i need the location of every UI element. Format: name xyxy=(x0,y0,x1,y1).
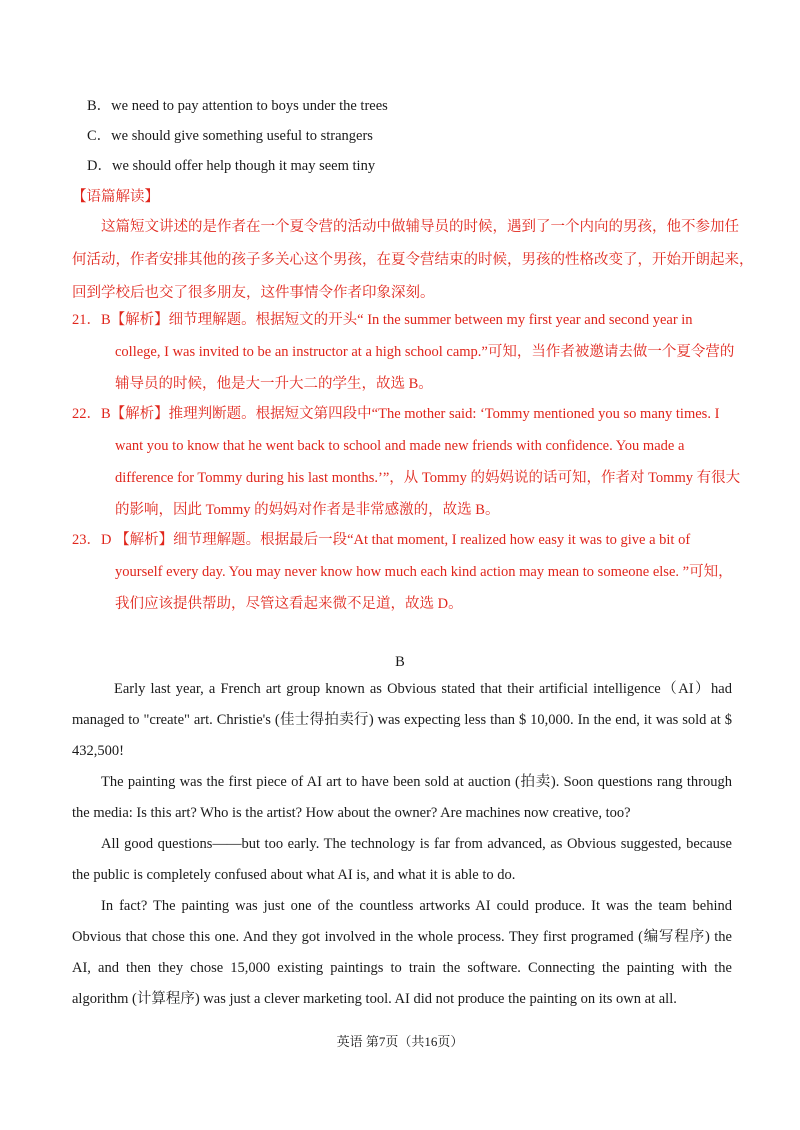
summary-line: 何活动，作者安排其他的孩子多关心这个男孩，在夏令营结束的时候，男孩的性格改变了，开始开朗起来， xyxy=(72,252,754,268)
passage-paragraph: The painting was the first piece of AI art to have been sold at auction (拍卖). Soon questions rang through the media: Is this art? Who is the artist? How about the owner? Are machines now creative, too? xyxy=(72,774,732,821)
answer-21-line: 辅导员的时候，他是大一升大二的学生，故选 B。 xyxy=(115,376,433,392)
passage-paragraph: All good questions——but too early. The technology is far from advanced, as Obvious suggested, because the public is completely confused about what AI is, and what it is able to do. xyxy=(72,836,732,883)
analysis-heading: 【语篇解读】 xyxy=(72,189,159,205)
answer-21-line: 21．B【解析】细节理解题。根据短文的开头“ In the summer between my first year and second year in xyxy=(72,312,693,328)
answer-23-line: 23．D 【解析】细节理解题。根据最后一段“At that moment, I realized how easy it was to give a bit of xyxy=(72,532,691,548)
option-b: B．we need to pay attention to boys under the trees xyxy=(87,98,388,114)
page-footer: 英语 第7页（共16页） xyxy=(336,1034,464,1049)
answer-22-line: 的影响，因此 Tommy 的妈妈对作者是非常感激的，故选 B。 xyxy=(115,502,500,518)
summary-line: 这篇短文讲述的是作者在一个夏令营的活动中做辅导员的时候，遇到了一个内向的男孩，他不参加任 xyxy=(101,219,739,235)
answer-23-line: yourself every day. You may never know how much each kind action may mean to someone else. ”可知， xyxy=(115,564,733,580)
answer-22-line: difference for Tommy during his last months.’”，从 Tommy 的妈妈说的话可知，作者对 Tommy 有很大 xyxy=(115,470,741,486)
answer-23-line: 我们应该提供帮助，尽管这看起来微不足道，故选 D。 xyxy=(115,596,463,612)
passage-paragraph: Early last year, a French art group known as Obvious stated that their artificial intelligence（AI）had managed to "create" art. Christie's (佳士得拍卖行) was expecting less than $ 10,000. In the end, it was sold at $ 432,500! xyxy=(72,681,732,759)
summary-line: 回到学校后也交了很多朋友，这件事情令作者印象深刻。 xyxy=(72,285,435,301)
option-c: C．we should give something useful to strangers xyxy=(87,128,373,144)
passage-body xyxy=(72,674,732,1015)
passage-paragraph: In fact? The painting was just one of the countless artworks AI could produce. It was the team behind Obvious that chose this one. And they got involved in the whole process. They first programed (编写程序) the AI, and then they chose 15,000 existing paintings to train the software. Connecting the painting with the algorithm (计算程序) was just a clever marketing tool. AI did not produce the painting on its own at all. xyxy=(72,898,732,1007)
answer-22-line: 22．B【解析】推理判断题。根据短文第四段中“The mother said: ‘Tommy mentioned you so many times. I xyxy=(72,406,720,422)
option-d: D．we should offer help though it may seem tiny xyxy=(87,158,376,174)
answer-21-line: college, I was invited to be an instructor at a high school camp.”可知，当作者被邀请去做一个夏令营的 xyxy=(115,344,735,360)
passage-label: B xyxy=(395,654,405,670)
answer-22-line: want you to know that he went back to school and made new friends with confidence. You made a xyxy=(115,438,685,454)
